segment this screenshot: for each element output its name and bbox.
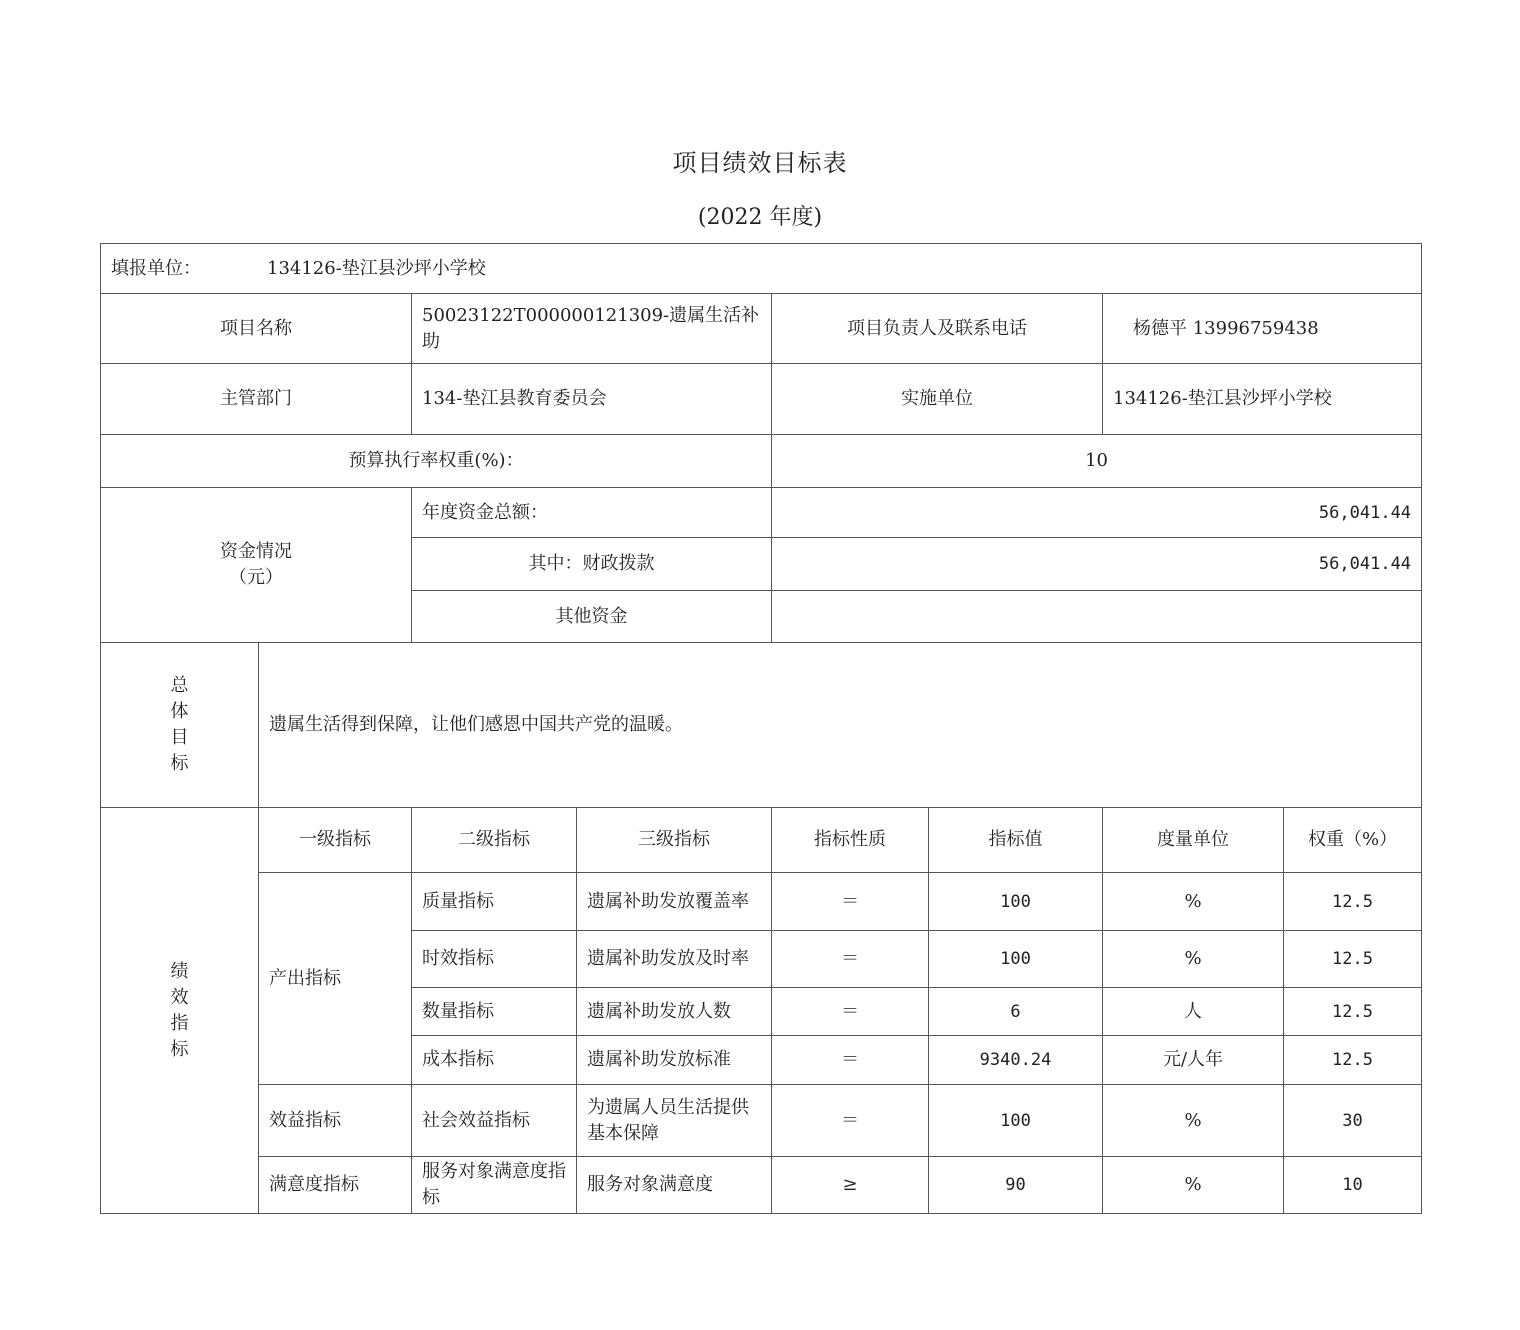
dept-value: 134-垫江县教育委员会 (412, 364, 772, 435)
cell-nature: ＝ (772, 988, 929, 1036)
budget-weight-label: 预算执行率权重(%)： (101, 435, 772, 488)
cell-nature: ≥ (772, 1157, 929, 1214)
goal-label-char: 标 (170, 753, 189, 774)
cell-level2: 成本指标 (412, 1036, 577, 1085)
cell-level3: 遗属补助发放及时率 (577, 931, 772, 988)
overall-goal-label (101, 643, 259, 808)
cell-value: 9340.24 (929, 1036, 1103, 1085)
budget-weight-value: 10 (772, 435, 1422, 488)
cell-unit: 元/人年 (1103, 1036, 1284, 1085)
cell-value: 100 (929, 1085, 1103, 1157)
overall-goal-row (101, 643, 1422, 808)
department-row (101, 364, 1422, 435)
funds-other-value (772, 591, 1422, 643)
indicators-label-char: 绩 (170, 960, 189, 982)
cell-nature: ＝ (772, 931, 929, 988)
performance-goal-table (100, 243, 1422, 1214)
cell-value: 100 (929, 873, 1103, 931)
table-row (101, 873, 1422, 931)
goal-label-char: 目 (170, 727, 189, 748)
budget-weight-row (101, 435, 1422, 488)
cell-level3: 遗属补助发放标准 (577, 1036, 772, 1085)
header-value: 指标值 (929, 808, 1103, 873)
funds-total-value: 56,041.44 (772, 488, 1422, 538)
header-nature: 指标性质 (772, 808, 929, 873)
header-level2: 二级指标 (412, 808, 577, 873)
level1-satisfaction: 满意度指标 (259, 1157, 412, 1214)
cell-unit: % (1103, 1085, 1284, 1157)
header-weight: 权重（%） (1284, 808, 1422, 873)
header-level1: 一级指标 (259, 808, 412, 873)
funds-other-label: 其他资金 (412, 591, 772, 643)
funds-label-line2: （元） (229, 567, 283, 588)
table-row (101, 1085, 1422, 1157)
indicator-header-row (101, 808, 1422, 873)
cell-nature: ＝ (772, 1036, 929, 1085)
project-contact-label: 项目负责人及联系电话 (772, 294, 1103, 364)
cell-nature: ＝ (772, 1085, 929, 1157)
funds-total-label: 年度资金总额： (412, 488, 772, 538)
cell-value: 100 (929, 931, 1103, 988)
header-level3: 三级指标 (577, 808, 772, 873)
cell-weight: 10 (1284, 1157, 1422, 1214)
level1-benefit: 效益指标 (259, 1085, 412, 1157)
project-name-row (101, 294, 1422, 364)
indicators-label (101, 808, 259, 1214)
indicators-label-char: 标 (170, 1038, 189, 1060)
goal-label-char: 总 (170, 675, 189, 696)
cell-unit: % (1103, 931, 1284, 988)
cell-weight: 30 (1284, 1085, 1422, 1157)
cell-level3: 遗属补助发放覆盖率 (577, 873, 772, 931)
cell-value: 6 (929, 988, 1103, 1036)
cell-level2: 社会效益指标 (412, 1085, 577, 1157)
cell-value: 90 (929, 1157, 1103, 1214)
level1-output: 产出指标 (259, 873, 412, 1085)
dept-label: 主管部门 (101, 364, 412, 435)
cell-level2: 质量指标 (412, 873, 577, 931)
indicators-label-char: 指 (170, 1012, 189, 1034)
cell-level3: 为遗属人员生活提供基本保障 (577, 1085, 772, 1157)
funds-total-row (101, 488, 1422, 538)
page-subtitle-year: (2022 年度) (697, 205, 823, 230)
cell-level2: 服务对象满意度指标 (412, 1157, 577, 1214)
overall-goal-text: 遗属生活得到保障，让他们感恩中国共产党的温暖。 (259, 643, 1422, 808)
cell-level3: 遗属补助发放人数 (577, 988, 772, 1036)
project-name-label: 项目名称 (101, 294, 412, 364)
report-unit-cell (101, 244, 1422, 294)
cell-weight: 12.5 (1284, 873, 1422, 931)
report-unit-label: 填报单位： (111, 257, 201, 279)
page-title: 项目绩效目标表 (672, 149, 848, 177)
funds-fiscal-value: 56,041.44 (772, 538, 1422, 591)
cell-weight: 12.5 (1284, 988, 1422, 1036)
impl-unit-value: 134126-垫江县沙坪小学校 (1103, 364, 1422, 435)
cell-weight: 12.5 (1284, 1036, 1422, 1085)
cell-level3: 服务对象满意度 (577, 1157, 772, 1214)
funds-label-line1: 资金情况 (220, 541, 292, 562)
project-contact-value: 杨德平 13996759438 (1103, 294, 1422, 364)
funds-label (101, 488, 412, 643)
report-unit-value: 134126-垫江县沙坪小学校 (267, 257, 486, 279)
project-name-value: 50023122T000000121309-遗属生活补助 (412, 294, 772, 364)
funds-fiscal-label: 其中：财政拨款 (412, 538, 772, 591)
indicators-label-char: 效 (170, 986, 189, 1008)
report-unit-row (101, 244, 1422, 294)
table-row (101, 1157, 1422, 1214)
impl-unit-label: 实施单位 (772, 364, 1103, 435)
cell-unit: % (1103, 1157, 1284, 1214)
cell-unit: 人 (1103, 988, 1284, 1036)
cell-nature: ＝ (772, 873, 929, 931)
header-unit: 度量单位 (1103, 808, 1284, 873)
goal-label-char: 体 (170, 701, 189, 722)
cell-weight: 12.5 (1284, 931, 1422, 988)
cell-unit: % (1103, 873, 1284, 931)
cell-level2: 时效指标 (412, 931, 577, 988)
cell-level2: 数量指标 (412, 988, 577, 1036)
